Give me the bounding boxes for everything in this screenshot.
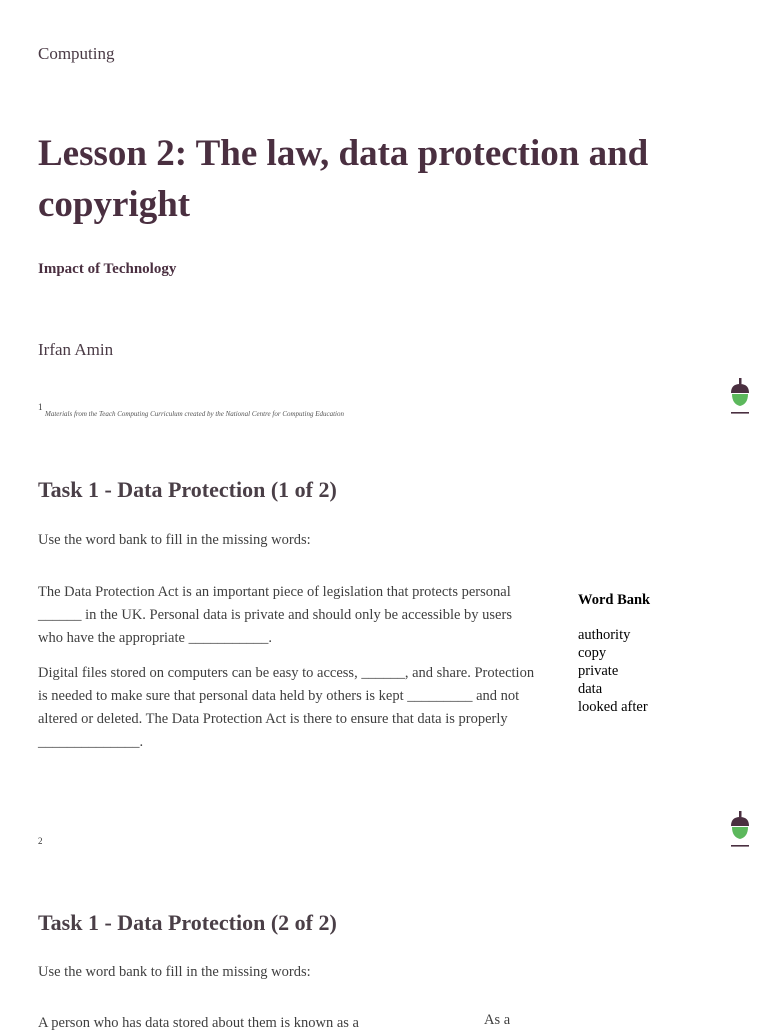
page-number: 2 xyxy=(38,836,43,846)
task-instruction: Use the word bank to fill in the missing words: xyxy=(38,532,311,548)
credit-note: Materials from the Teach Computing Curriculum created by the National Centre for Computing Education xyxy=(45,410,344,418)
task-title: Task 1 - Data Protection (1 of 2) xyxy=(38,477,337,502)
word-bank-item: looked after xyxy=(578,699,648,715)
task-title: Task 1 - Data Protection (2 of 2) xyxy=(38,910,337,935)
subject-label: Computing xyxy=(38,44,115,63)
task-instruction: Use the word bank to fill in the missing words: xyxy=(38,964,311,980)
word-bank-item: data xyxy=(578,681,603,697)
acorn-icon xyxy=(729,809,751,849)
word-bank-item: copy xyxy=(578,645,607,661)
page-number: 1 xyxy=(38,402,43,412)
word-bank xyxy=(578,592,738,716)
lesson-title: Lesson 2: The law, data protection and copyright xyxy=(38,133,649,225)
unit-title: Impact of Technology xyxy=(38,261,177,277)
task-paragraph-tail: As a xyxy=(484,1012,511,1028)
task-paragraph: Digital files stored on computers can be easy to access, ______, and share. Protection is needed to make sure that personal data held by others is kept _________ and not altered or deleted. The Data Protection Act is there to ensure that data is properly ______________. xyxy=(38,665,535,750)
task-paragraph: A person who has data stored about them is known as a xyxy=(38,1015,359,1031)
word-bank-item: private xyxy=(578,663,619,679)
word-bank-item: authority xyxy=(578,627,631,643)
word-bank-title: Word Bank xyxy=(578,592,651,608)
task-paragraph: The Data Protection Act is an important piece of legislation that protects personal ______ in the UK. Personal data is private and should only be accessible by users who have the appropriate ___________. xyxy=(38,584,512,646)
acorn-icon xyxy=(729,376,751,416)
author-name: Irfan Amin xyxy=(38,340,114,359)
